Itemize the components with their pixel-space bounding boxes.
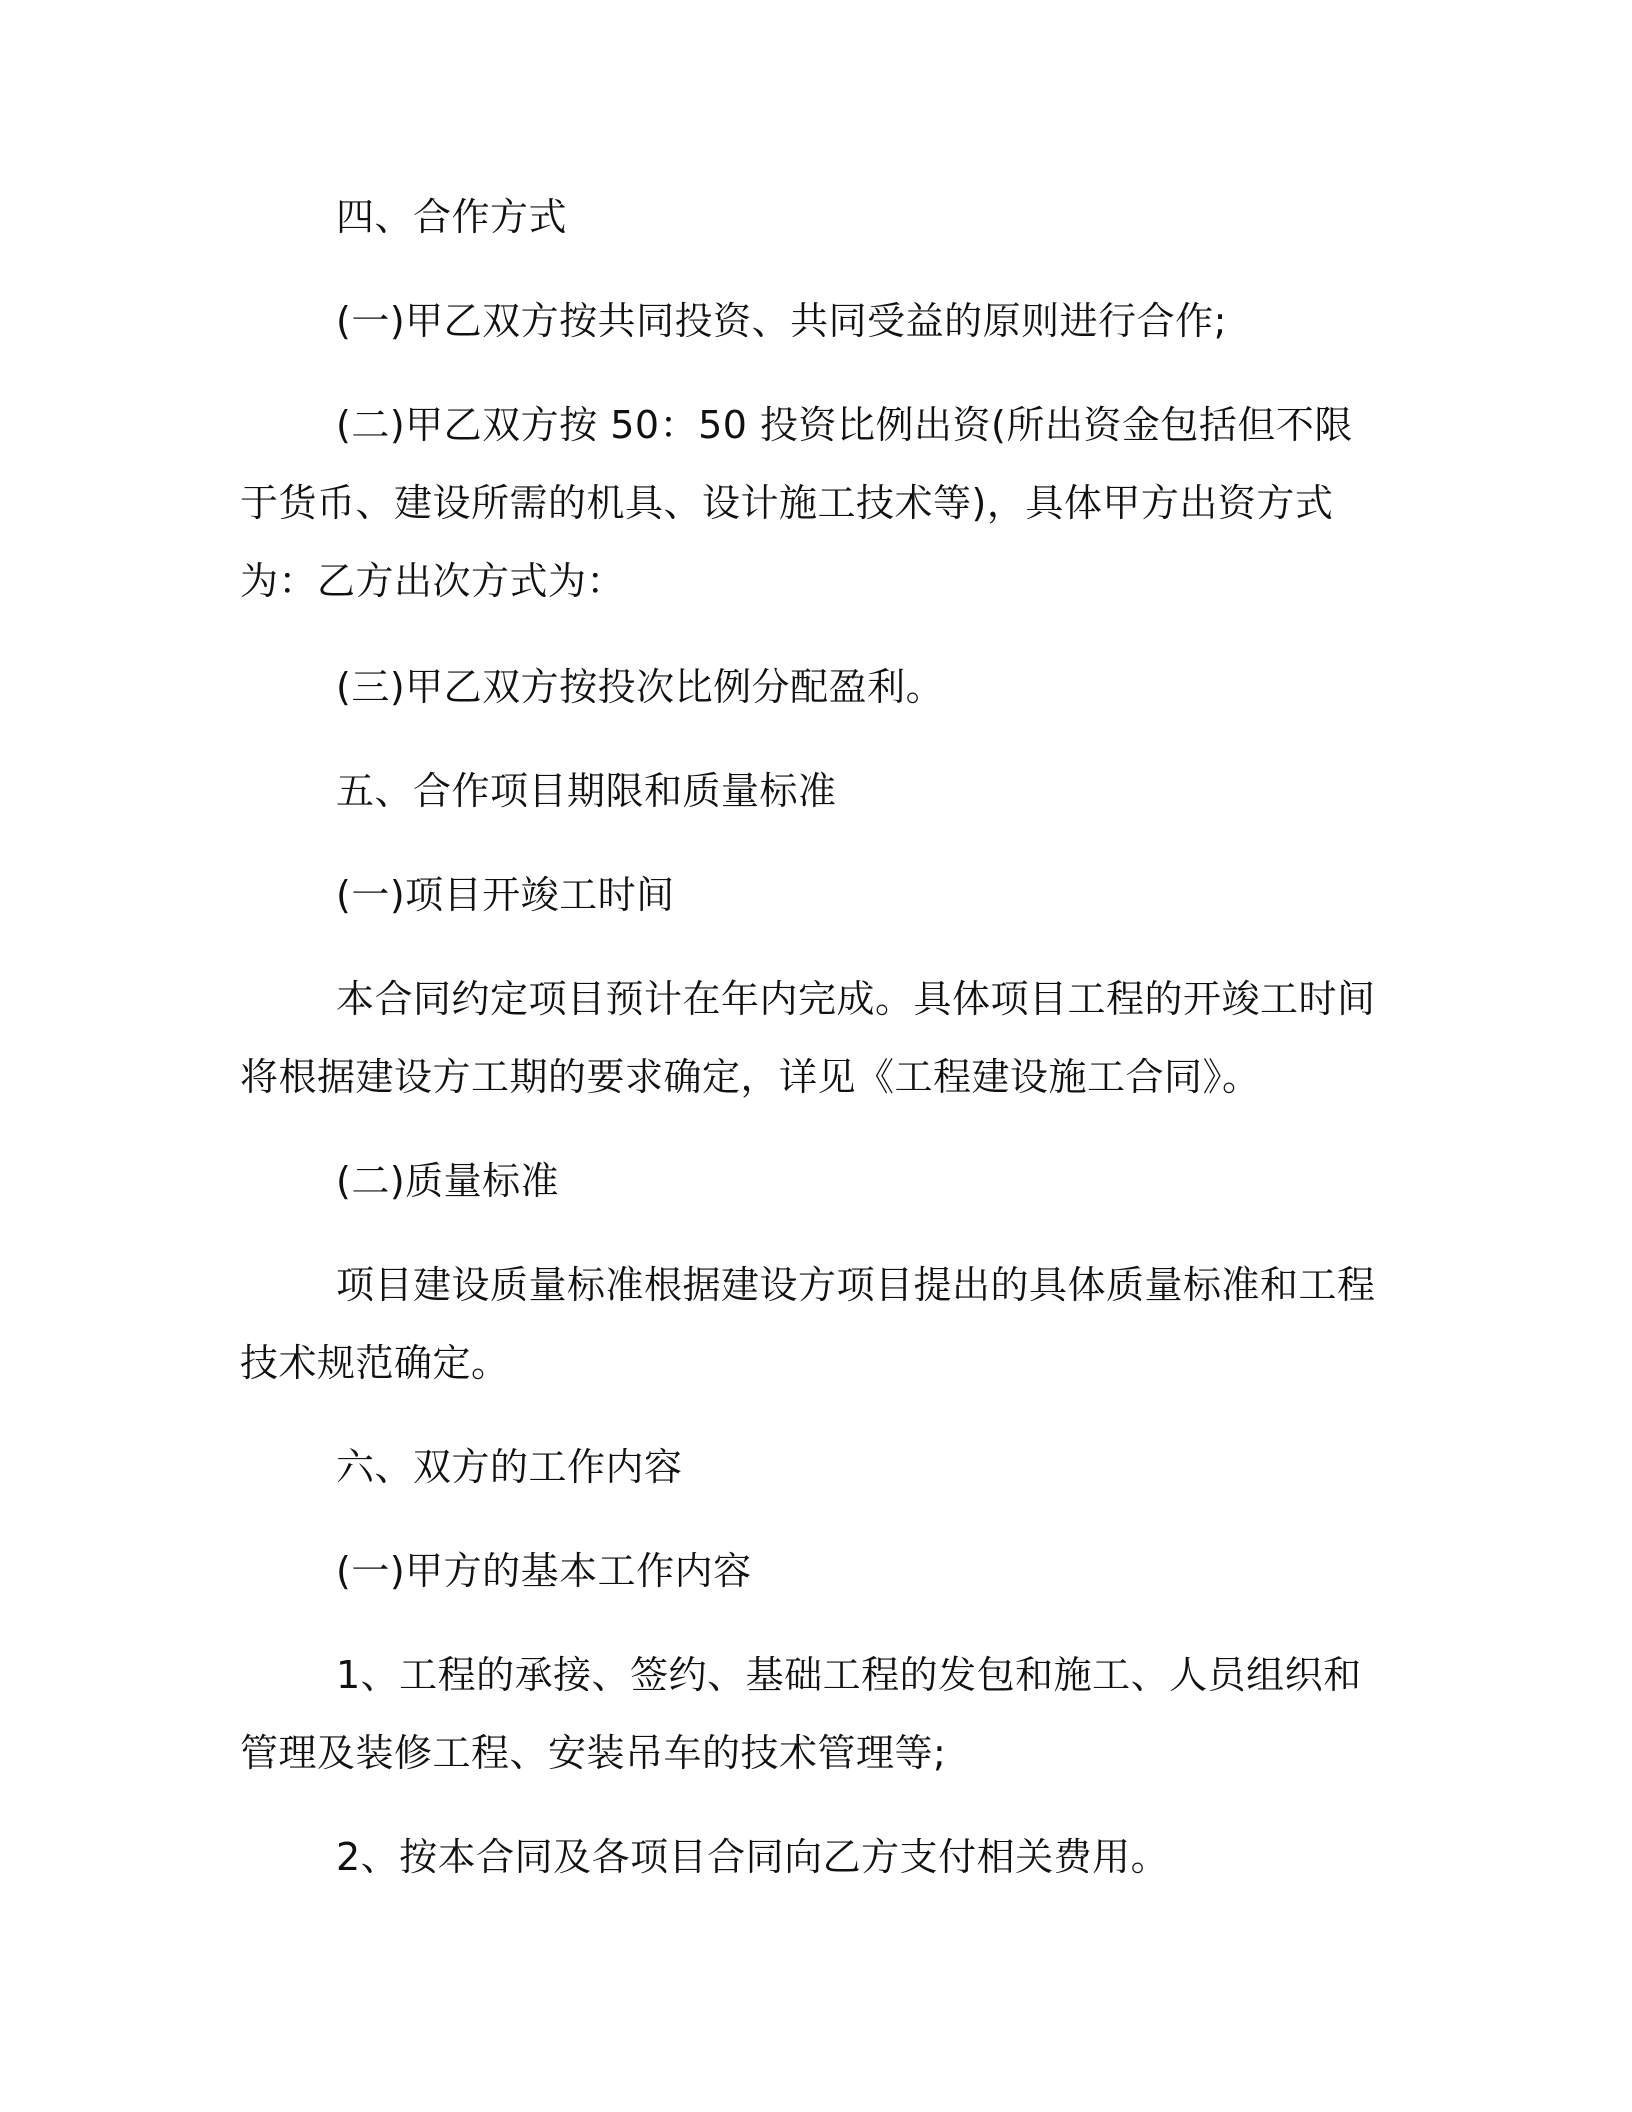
paragraph-clause-5-2-body: 项目建设质量标准根据建设方项目提出的具体质量标准和工程技术规范确定。 bbox=[240, 1263, 1376, 1385]
section-heading-work-content: 六、双方的工作内容 bbox=[336, 1445, 683, 1489]
paragraph-clause-5-1-body: 本合同约定项目预计在年内完成。具体项目工程的开竣工时间将根据建设方工期的要求确定，详见《工程建设施工合同》。 bbox=[240, 977, 1376, 1099]
paragraph-clause-4-2: (二)甲乙双方按 50：50 投资比例出资(所出资金包括但不限于货币、建设所需的机具、设计施工技术等)，具体甲方出资方式为：乙方出次方式为： bbox=[240, 403, 1353, 603]
paragraph-clause-6-1-item-1: 1、工程的承接、签约、基础工程的发包和施工、人员组织和管理及装修工程、安装吊车的技术管理等; bbox=[240, 1653, 1362, 1775]
paragraph-clause-5-2: (二)质量标准 bbox=[336, 1159, 560, 1203]
paragraph-clause-6-1-item-2: 2、按本合同及各项目合同向乙方支付相关费用。 bbox=[336, 1835, 1170, 1879]
paragraph-clause-5-1: (一)项目开竣工时间 bbox=[336, 873, 675, 917]
paragraph-clause-6-1: (一)甲方的基本工作内容 bbox=[336, 1549, 752, 1593]
section-heading-term-and-quality: 五、合作项目期限和质量标准 bbox=[336, 769, 837, 813]
paragraph-clause-4-3: (三)甲乙双方按投次比例分配盈利。 bbox=[336, 665, 945, 709]
section-heading-cooperation-mode: 四、合作方式 bbox=[336, 195, 568, 239]
paragraph-clause-4-1: (一)甲乙双方按共同投资、共同受益的原则进行合作; bbox=[336, 299, 1227, 343]
